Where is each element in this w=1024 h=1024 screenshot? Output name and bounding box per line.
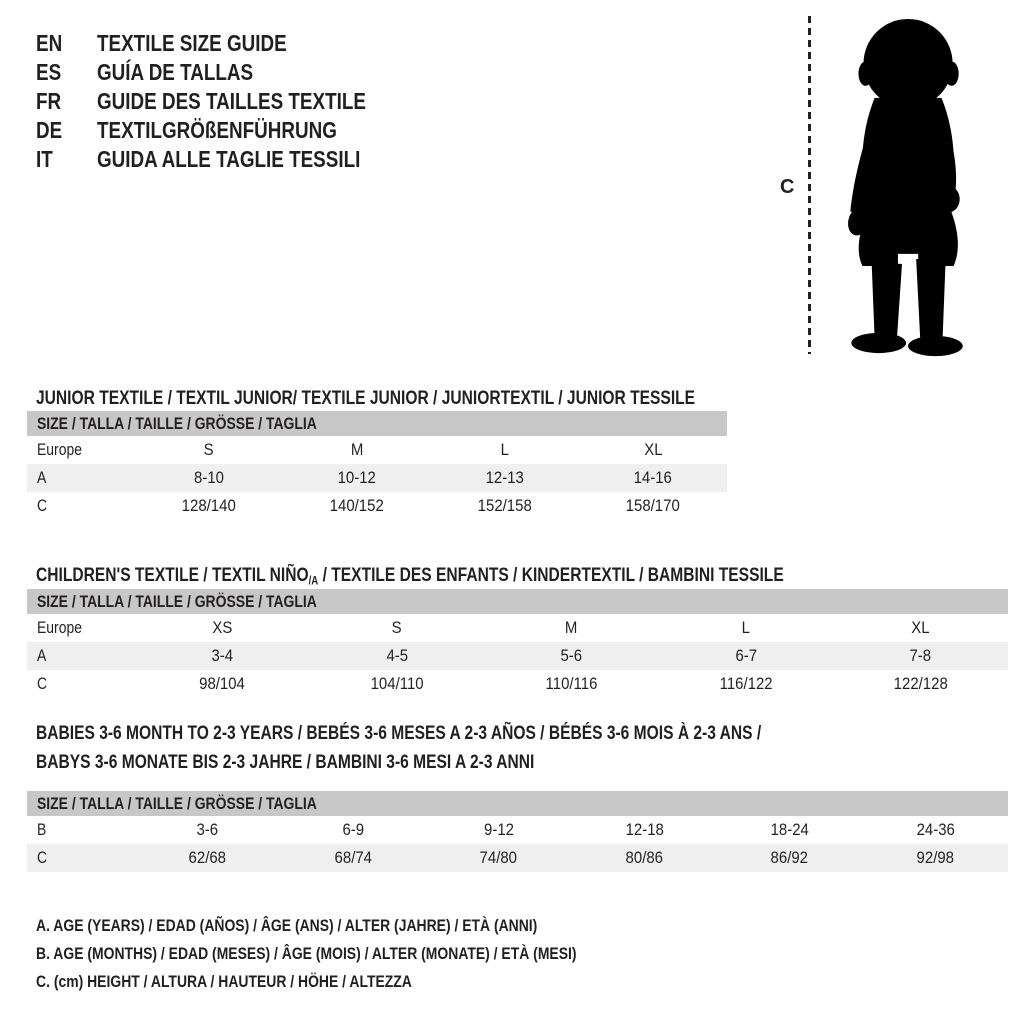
size-table-row xyxy=(27,816,1008,844)
language-title: TEXTILE SIZE GUIDE xyxy=(97,30,287,56)
size-value-cell: 68/74 xyxy=(334,848,372,867)
size-value-cell: 8-10 xyxy=(194,468,224,487)
legend-line-b: B. AGE (MONTHS) / EDAD (MESES) / ÂGE (MOIS) / ALTER (MONATE) / ETÀ (MESI) xyxy=(36,944,577,963)
size-value-cell: 80/86 xyxy=(625,848,663,867)
babies-size-table xyxy=(27,791,1008,872)
size-value-cell: 14-16 xyxy=(633,468,673,487)
size-value-cell: 110/116 xyxy=(545,674,598,693)
heading-subscript: /A xyxy=(308,574,319,588)
size-value-cell: S xyxy=(391,618,402,637)
language-list xyxy=(36,29,425,174)
size-value-cell: 9-12 xyxy=(483,820,514,839)
language-code: EN xyxy=(36,30,63,56)
size-value-cell: 3-4 xyxy=(211,646,234,665)
heading-text: CHILDREN'S TEXTILE / TEXTIL NIÑO xyxy=(36,564,309,586)
size-value-cell: 128/140 xyxy=(181,496,237,515)
size-value-cell: L xyxy=(500,440,510,459)
row-label: C xyxy=(37,848,48,867)
size-table-row xyxy=(27,436,727,464)
language-code: ES xyxy=(36,59,62,85)
language-row xyxy=(36,29,425,58)
row-label: B xyxy=(37,820,47,839)
size-table-header: SIZE / TALLA / TAILLE / GRÖSSE / TAGLIA xyxy=(27,411,727,436)
size-value-cell: 98/104 xyxy=(199,674,246,693)
junior-size-table xyxy=(27,411,727,520)
size-value-cell: 116/122 xyxy=(719,674,773,693)
row-label: Europe xyxy=(37,440,82,459)
heading-line-1: BABIES 3-6 MONTH TO 2-3 YEARS / BEBÉS 3-6 MESES A 2-3 AÑOS / BÉBÉS 3-6 MOIS À 2-3 ANS / xyxy=(36,723,762,744)
size-value-cell: 5-6 xyxy=(560,646,583,665)
size-value-cell: S xyxy=(204,440,214,459)
language-row xyxy=(36,87,425,116)
language-row xyxy=(36,145,425,174)
language-title: TEXTILGRÖßENFÜHRUNG xyxy=(97,117,337,143)
language-code: FR xyxy=(36,88,62,114)
section-heading-junior: JUNIOR TEXTILE / TEXTIL JUNIOR/ TEXTILE JUNIOR / JUNIORTEXTIL / JUNIOR TESSILE xyxy=(36,387,696,409)
size-value-cell: 18-24 xyxy=(770,820,809,839)
size-value-cell: 12-13 xyxy=(485,468,525,487)
size-value-cell: XL xyxy=(643,440,663,459)
language-title: GUÍA DE TALLAS xyxy=(97,59,254,85)
size-value-cell: 158/170 xyxy=(625,496,681,515)
size-value-cell: L xyxy=(741,618,751,637)
size-value-cell: XS xyxy=(212,618,233,637)
size-value-cell: 92/98 xyxy=(916,848,954,867)
row-label: C xyxy=(37,496,48,515)
size-value-cell: 24-36 xyxy=(916,820,955,839)
size-value-cell: 74/80 xyxy=(480,848,518,867)
size-value-cell: XL xyxy=(911,618,930,637)
row-label: A xyxy=(37,646,47,665)
size-value-cell: 6-7 xyxy=(735,646,757,665)
size-value-cell: 62/68 xyxy=(189,848,227,867)
row-label: C xyxy=(37,674,48,693)
language-row xyxy=(36,58,425,87)
size-value-cell: 3-6 xyxy=(196,820,219,839)
size-value-cell: 12-18 xyxy=(625,820,664,839)
size-value-cell: 7-8 xyxy=(909,646,932,665)
size-value-cell: 140/152 xyxy=(329,496,385,515)
heading-line-2: BABYS 3-6 MONATE BIS 2-3 JAHRE / BAMBINI 3-6 MESI A 2-3 ANNI xyxy=(36,752,535,773)
size-table-row xyxy=(27,464,727,492)
size-value-cell: 6-9 xyxy=(342,820,365,839)
row-label: Europe xyxy=(37,618,82,637)
size-table-row xyxy=(27,492,727,520)
language-code: IT xyxy=(36,146,53,172)
size-value-cell: 104/110 xyxy=(370,674,424,693)
height-measure-label: C xyxy=(780,176,795,198)
size-table-header: SIZE / TALLA / TAILLE / GRÖSSE / TAGLIA xyxy=(27,589,1008,614)
language-code: DE xyxy=(36,117,63,143)
size-table-header: SIZE / TALLA / TAILLE / GRÖSSE / TAGLIA xyxy=(27,791,1008,816)
size-value-cell: 10-12 xyxy=(337,468,377,487)
size-value-cell: 4-5 xyxy=(386,646,408,665)
language-title: GUIDA ALLE TAGLIE TESSILI xyxy=(97,146,361,172)
size-value-cell: 122/128 xyxy=(893,674,948,693)
size-value-cell: 86/92 xyxy=(771,848,809,867)
figure-toddler xyxy=(778,8,1024,364)
section-heading-babies xyxy=(36,719,920,777)
size-table-row xyxy=(27,670,1008,698)
size-table-row xyxy=(27,642,1008,670)
size-table-row xyxy=(27,844,1008,872)
language-title: GUIDE DES TAILLES TEXTILE xyxy=(97,88,366,114)
height-measure-line xyxy=(808,16,811,354)
size-value-cell: M xyxy=(350,440,364,459)
legend-line-c: C. (cm) HEIGHT / ALTURA / HAUTEUR / HÖHE / ALTEZZA xyxy=(36,972,412,991)
children-size-table xyxy=(27,589,1008,698)
toddler-silhouette-icon xyxy=(822,12,984,358)
legend-line-a: A. AGE (YEARS) / EDAD (AÑOS) / ÂGE (ANS) / ALTER (JAHRE) / ETÀ (ANNI) xyxy=(36,916,538,935)
language-row xyxy=(36,116,425,145)
size-table-row xyxy=(27,614,1008,642)
size-value-cell: 152/158 xyxy=(477,496,533,515)
size-value-cell: M xyxy=(565,618,578,637)
row-label: A xyxy=(37,468,47,487)
size-legend xyxy=(36,912,695,996)
heading-text: / TEXTILE DES ENFANTS / KINDERTEXTIL / BAMBINI TESSILE xyxy=(318,564,784,586)
